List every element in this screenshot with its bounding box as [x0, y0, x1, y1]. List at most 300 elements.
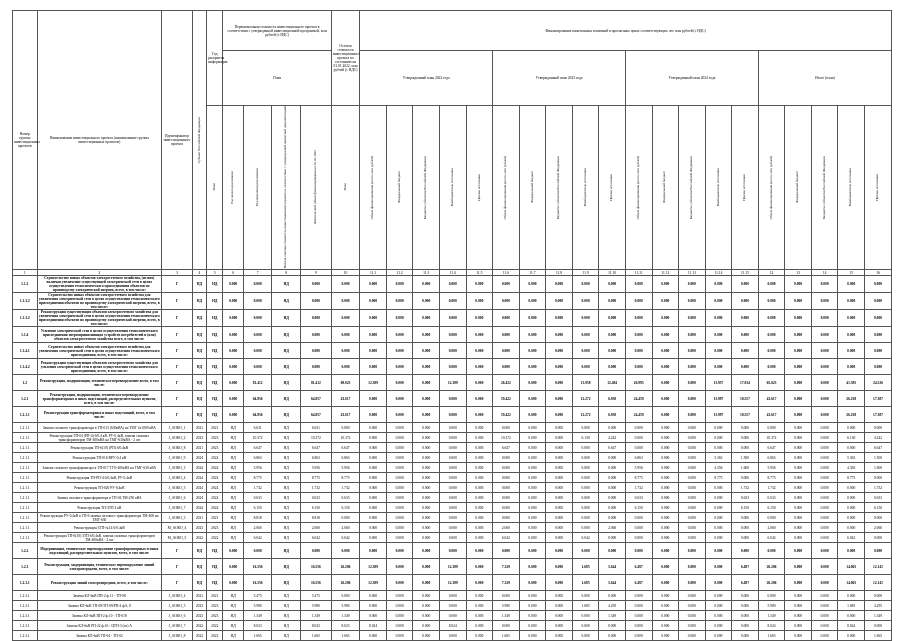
row-value: 0.000: [838, 523, 865, 533]
header-fin-sub: Внебюджетные источники: [705, 106, 732, 270]
row-value: 0.000: [785, 276, 812, 293]
row-value: 0.000: [705, 343, 732, 359]
table-row: [13, 391, 892, 407]
row-value: 5.980: [243, 601, 272, 611]
row-value: 0.000: [493, 327, 520, 343]
row-value: 1.349: [758, 611, 785, 621]
row-value: 0.000: [785, 463, 812, 473]
row-value: 0.000: [838, 513, 865, 523]
row-name: Реконструкция трансформаторных и иных подстанций, всего, в том числе:: [37, 407, 162, 423]
row-value: 0.000: [679, 276, 706, 293]
row-value: 5.980: [331, 601, 360, 611]
table-row: [13, 631, 892, 641]
row-value: 5.980: [758, 601, 785, 611]
table-row: [13, 523, 892, 533]
row-value: 0.000: [785, 601, 812, 611]
row-name: Реконструкция, модернизация, техническое перевооружение трансформаторных и иных подстанций, распределительных пунктов, всего, в том числе:: [37, 391, 162, 407]
row-value: 0.000: [413, 513, 440, 523]
row-value: 6.497: [625, 559, 652, 575]
row-value: НД: [223, 443, 243, 453]
row-value: 0.000: [785, 513, 812, 523]
row-code: 1.2.1.1: [13, 533, 38, 543]
row-value: 5.956: [301, 463, 332, 473]
row-value: 0.000: [360, 543, 387, 559]
header-remaining: Остаток стоимости инвестиционного проекта по состоянию на 01.01.2022, млн рублей (с НДС): [331, 11, 360, 106]
row-value: 0.000: [652, 591, 679, 601]
row-value: НД: [223, 463, 243, 473]
row-value: 0.000: [440, 493, 467, 503]
table-row: [13, 503, 892, 513]
header-plan: План: [223, 51, 331, 106]
row-value: 0.000: [386, 310, 413, 327]
row-value: НД: [272, 433, 301, 443]
row-value: 1.600: [865, 463, 892, 473]
investment-table: [12, 10, 892, 641]
row-value: НД: [272, 503, 301, 513]
row-value: 0.000: [466, 463, 493, 473]
row-value: 2024: [192, 473, 206, 483]
row-value: 0.000: [546, 443, 573, 453]
row-value: 0.000: [572, 327, 599, 343]
row-value: 5.475: [243, 591, 272, 601]
row-name: Усиление электрической сети в целях осуществления технологического присоединения энергопринимающих устройств потребителей и (или) объектов электросетевого хозяйства всего, в том числе:: [37, 327, 162, 343]
row-value: 0.000: [705, 591, 732, 601]
row-name: Реконструкция существующих объектов электросетевого хозяйства для увеличения электрической сети в целях осуществления технологического присоединения объектов по производству электрической энергии, всего, в том числе:: [38, 310, 160, 327]
header-fin-sub: Объем финансирования (всего, млн рублей): [493, 106, 520, 270]
row-value: 0.000: [440, 359, 467, 375]
row-value: 13.997: [705, 391, 732, 407]
row-name: Реконструкция ТП-04 (РП-4) 6/0,4 кВ, РУ-0,4кВ, замена силовых трансформаторов ТМ-400кВА на ТМГ-630кВА - 2 шт: [37, 433, 162, 443]
row-value: 0.000: [572, 359, 599, 375]
row-value: 5.363: [838, 453, 865, 463]
row-value: Г: [162, 343, 193, 359]
row-value: НД: [272, 407, 301, 423]
row-value: 0.000: [440, 407, 467, 423]
row-value: 6.647: [865, 443, 892, 453]
row-value: 0.000: [732, 513, 759, 523]
row-code: 1.2.3.1: [13, 621, 38, 631]
row-value: 0.000: [360, 493, 387, 503]
row-value: 0.000: [838, 443, 865, 453]
row-value: 0.000: [223, 359, 243, 375]
row-value: 0.000: [386, 375, 413, 391]
row-value: 5.363: [705, 453, 732, 463]
row-value: 0.000: [865, 591, 892, 601]
row-value: 6.042: [301, 533, 332, 543]
row-value: 8.024: [758, 621, 785, 631]
column-number: 8: [272, 270, 301, 276]
row-value: 0.000: [223, 407, 243, 423]
row-value: 2.060: [599, 523, 626, 533]
row-value: 8.775: [331, 473, 360, 483]
spreadsheet-page: [12, 10, 892, 641]
row-value: 2.060: [331, 523, 360, 533]
row-value: 0.000: [413, 575, 440, 591]
row-value: 0.000: [519, 407, 546, 423]
row-value: 0.000: [758, 276, 785, 293]
row-value: 0.000: [386, 463, 413, 473]
table-row: [13, 443, 892, 453]
row-value: 0.000: [811, 293, 838, 310]
row-value: 24.459: [625, 407, 652, 423]
row-value: 0.000: [599, 276, 626, 293]
row-value: 0.000: [493, 591, 520, 601]
row-value: 8.775: [705, 473, 732, 483]
row-value: 0.000: [546, 513, 573, 523]
row-value: 0.000: [838, 327, 865, 343]
row-value: 16.556: [301, 559, 332, 575]
row-value: 2024: [207, 473, 223, 483]
row-value: 0.000: [679, 391, 706, 407]
row-value: 0.000: [519, 621, 546, 631]
row-value: 0.000: [652, 276, 679, 293]
row-value: 0.000: [546, 621, 573, 631]
row-value: 0.000: [679, 423, 706, 433]
row-name: Строительство новых объектов электросетевого хозяйства, (из них) включая увеличение существующей электрической сети в целях осуществления технологического присоединения объектов по производству электрической энергии, всего, в том числе:: [37, 276, 162, 293]
row-value: 0.633: [758, 493, 785, 503]
column-number: 9: [301, 270, 332, 276]
row-value: 0.000: [865, 293, 892, 310]
row-value: 6.950: [599, 391, 626, 407]
row-value: 0.000: [440, 433, 467, 443]
row-value: 0.000: [519, 503, 546, 513]
row-value: 0.000: [413, 407, 440, 423]
header-fin-sub: Бюджеты субъектов Российской Федерации: [679, 106, 706, 270]
row-value: 8.024: [838, 621, 865, 631]
row-value: 0.000: [625, 433, 652, 443]
row-value: 0.000: [519, 343, 546, 359]
row-value: 64.856: [243, 391, 272, 407]
row-value: 0.000: [732, 601, 759, 611]
row-value: 0.000: [705, 631, 732, 641]
row-value: 2.060: [243, 523, 272, 533]
row-value: 0.000: [572, 453, 599, 463]
row-value: 43.617: [758, 391, 785, 407]
row-value: 8.023: [331, 621, 360, 631]
row-value: 0.000: [519, 513, 546, 523]
row-value: 0.000: [386, 483, 413, 493]
row-value: 1.732: [243, 483, 272, 493]
row-value: 6.647: [243, 443, 272, 453]
row-value: 5.956: [758, 463, 785, 473]
row-value: 26.206: [758, 559, 785, 575]
row-value: 0.000: [546, 391, 573, 407]
row-value: 0.000: [679, 523, 706, 533]
row-value: 0.000: [243, 276, 272, 293]
row-value: 0.000: [838, 276, 865, 293]
row-value: 6.647: [599, 443, 626, 453]
row-value: 81.412: [243, 375, 272, 391]
table-row: [13, 293, 892, 310]
row-value: 0.000: [865, 343, 892, 359]
row-value: 0.000: [519, 473, 546, 483]
row-value: 6.647: [301, 443, 332, 453]
row-value: 0.000: [679, 327, 706, 343]
row-value: 0.000: [732, 293, 759, 310]
row-value: 0.000: [811, 443, 838, 453]
row-value: Г: [162, 276, 193, 293]
column-number: 12: [758, 270, 785, 276]
row-value: 0.000: [785, 310, 812, 327]
row-value: 4.356: [838, 463, 865, 473]
row-value: 0.000: [440, 533, 467, 543]
row-value: 0.000: [493, 503, 520, 513]
row-value: 0.000: [785, 359, 812, 375]
row-value: 0.000: [360, 473, 387, 483]
row-value: 2023: [192, 611, 206, 621]
row-value: 69.023: [331, 375, 360, 391]
row-value: 0.000: [493, 483, 520, 493]
row-value: 0.000: [705, 310, 732, 327]
row-value: 0.000: [413, 559, 440, 575]
header-plan-sub-1: Год начала реализации: [223, 106, 243, 270]
row-value: 0.000: [865, 621, 892, 631]
header-row-number: Номер группы инвестиционных проектов: [13, 11, 38, 270]
row-value: 6.497: [732, 559, 759, 575]
row-name: Реконструкция, модернизация, техническое перевооружение всего, в том числе:: [37, 375, 162, 391]
row-value: 8.023: [243, 621, 272, 631]
row-value: 6.647: [758, 443, 785, 453]
row-value: 0.000: [811, 483, 838, 493]
row-value: 0.000: [386, 503, 413, 513]
row-value: 0.000: [360, 453, 387, 463]
row-name: Реконструкция ТП-РП-4 6/0,4кВ, РУ-0,4кВ: [37, 473, 162, 483]
header-fin-sub: Федеральный бюджет: [519, 106, 546, 270]
row-value: 2.060: [758, 523, 785, 533]
row-value: J_AОКО_8: [162, 443, 193, 453]
row-value: 0.000: [652, 343, 679, 359]
row-value: 0.000: [679, 591, 706, 601]
row-value: 0.633: [865, 493, 892, 503]
row-value: 0.000: [546, 343, 573, 359]
row-value: 64.857: [301, 407, 332, 423]
row-value: 0.000: [811, 591, 838, 601]
row-value: НД: [192, 276, 206, 293]
row-value: 0.000: [546, 473, 573, 483]
row-value: J_AОКО_4: [162, 591, 193, 601]
row-value: 4.295: [599, 601, 626, 611]
table-row: [13, 533, 892, 543]
row-value: 0.000: [599, 310, 626, 327]
row-value: 0.000: [519, 611, 546, 621]
row-code: 1.2.1.1: [13, 423, 38, 433]
row-value: 16.556: [243, 575, 272, 591]
row-value: 0.000: [838, 631, 865, 641]
row-value: 0.000: [519, 533, 546, 543]
row-value: 0.000: [679, 575, 706, 591]
row-value: 0.000: [572, 423, 599, 433]
row-value: НД: [223, 483, 243, 493]
row-value: 0.000: [625, 523, 652, 533]
row-value: 0.000: [705, 359, 732, 375]
row-value: 17.387: [865, 407, 892, 423]
row-value: 0.000: [679, 513, 706, 523]
row-code: 1.2.1.1: [13, 453, 38, 463]
row-value: 0.000: [331, 310, 360, 327]
row-value: 0.000: [243, 310, 272, 327]
row-value: 1.349: [243, 611, 272, 621]
row-value: 0.000: [546, 276, 573, 293]
row-value: 5.644: [599, 559, 626, 575]
row-value: 0.000: [493, 423, 520, 433]
row-value: 12.272: [572, 391, 599, 407]
row-value: НД: [207, 276, 223, 293]
row-value: 0.000: [732, 327, 759, 343]
row-value: 0.633: [243, 493, 272, 503]
row-value: Г: [162, 293, 193, 310]
row-value: 0.000: [546, 543, 573, 559]
header-year1: Утвержденный план 2022 года: [360, 51, 493, 106]
row-value: 0.000: [413, 483, 440, 493]
row-value: 0.000: [360, 276, 387, 293]
row-value: 0.000: [652, 523, 679, 533]
row-code: 1.2.1.1: [13, 493, 38, 503]
row-value: Г: [162, 575, 193, 591]
row-value: 0.000: [705, 575, 732, 591]
row-value: 0.000: [679, 463, 706, 473]
row-value: 0.000: [413, 391, 440, 407]
row-value: 1.665: [331, 631, 360, 641]
row-value: 0.000: [440, 503, 467, 513]
row-value: 0.000: [758, 423, 785, 433]
row-value: НД: [223, 513, 243, 523]
row-value: 0.000: [625, 601, 652, 611]
row-value: 0.000: [386, 433, 413, 443]
row-value: 0.000: [546, 575, 573, 591]
row-value: 0.000: [519, 375, 546, 391]
row-value: 0.000: [572, 591, 599, 601]
row-value: 2023: [207, 611, 223, 621]
row-value: 0.000: [466, 523, 493, 533]
row-value: 8.818: [301, 513, 332, 523]
row-value: 0.000: [732, 343, 759, 359]
row-value: 0.000: [865, 359, 892, 375]
row-value: 0.000: [360, 513, 387, 523]
row-code: 1.1.3.2: [13, 293, 38, 310]
row-value: 6.863: [625, 453, 652, 463]
column-number: 11.13: [679, 270, 706, 276]
row-value: 0.000: [413, 601, 440, 611]
row-value: 0.000: [223, 575, 243, 591]
row-value: 6.497: [732, 575, 759, 591]
row-value: 0.000: [705, 611, 732, 621]
row-value: 0.000: [519, 423, 546, 433]
row-value: НД: [272, 559, 301, 575]
row-value: 4.242: [599, 433, 626, 443]
row-value: 0.000: [360, 483, 387, 493]
row-value: НД: [207, 407, 223, 423]
row-value: J_AОКО_7: [162, 503, 193, 513]
row-value: 16.556: [301, 575, 332, 591]
row-value: 0.000: [546, 433, 573, 443]
row-value: 8.775: [758, 473, 785, 483]
row-code: 1.2.1: [13, 391, 38, 407]
row-value: НД: [207, 543, 223, 559]
row-value: 0.000: [386, 611, 413, 621]
row-value: 0.000: [811, 343, 838, 359]
row-value: 0.000: [360, 611, 387, 621]
row-code: 1.2.3.1: [13, 591, 38, 601]
row-code: 1.2.1.1: [13, 523, 38, 533]
row-value: 0.000: [625, 327, 652, 343]
row-value: 0.000: [440, 463, 467, 473]
row-value: 0.000: [599, 513, 626, 523]
row-value: 0.000: [838, 343, 865, 359]
row-value: 0.000: [331, 327, 360, 343]
row-value: 0.000: [519, 433, 546, 443]
row-code: 1.1.4.1: [13, 343, 38, 359]
row-value: 0.000: [413, 293, 440, 310]
row-value: 0.000: [599, 533, 626, 543]
row-value: 2024: [207, 463, 223, 473]
row-value: НД: [207, 391, 223, 407]
row-value: 0.000: [386, 631, 413, 641]
row-value: 0.000: [652, 391, 679, 407]
header-plan-col: План: [207, 106, 223, 270]
row-value: 0.000: [466, 375, 493, 391]
header-plan-sub-4: Фактический объем финансирования на 01.01.2022: [301, 106, 332, 270]
column-number: 11.12: [652, 270, 679, 276]
row-value: 0.000: [493, 453, 520, 463]
row-value: 0.000: [466, 559, 493, 575]
row-value: 0.000: [679, 293, 706, 310]
row-value: 0.000: [652, 621, 679, 631]
row-value: 2022: [192, 631, 206, 641]
row-value: 0.000: [360, 631, 387, 641]
row-value: НД: [192, 407, 206, 423]
row-value: 0.000: [652, 601, 679, 611]
column-number: 6: [223, 270, 243, 276]
row-value: 12.272: [572, 407, 599, 423]
row-value: 2024: [192, 493, 206, 503]
column-number: 11.14: [705, 270, 732, 276]
row-value: Г: [162, 391, 193, 407]
row-value: 0.000: [440, 453, 467, 463]
row-value: НД: [272, 443, 301, 453]
row-value: 0.000: [572, 621, 599, 631]
column-number: 11.15: [732, 270, 759, 276]
row-value: 0.000: [519, 359, 546, 375]
row-value: 0.000: [360, 327, 387, 343]
row-value: 0.000: [386, 601, 413, 611]
row-value: 0.000: [466, 601, 493, 611]
row-value: НД: [272, 310, 301, 327]
row-value: 0.000: [679, 493, 706, 503]
column-number: 11.5: [466, 270, 493, 276]
row-value: 0.000: [785, 543, 812, 559]
row-value: 26.206: [331, 559, 360, 575]
row-value: 0.000: [546, 559, 573, 575]
row-value: J_AОКО_3: [162, 513, 193, 523]
row-name: Замена КЛ-6кВ РП-22 ф.16 - ЦТП-3 (тп) А: [37, 621, 162, 631]
row-value: 5.956: [625, 463, 652, 473]
row-value: 0.000: [413, 327, 440, 343]
row-code: 1.2.1.1: [13, 513, 38, 523]
row-value: 1.732: [331, 483, 360, 493]
row-value: 0.000: [572, 443, 599, 453]
row-value: 26.206: [758, 575, 785, 591]
row-value: 0.000: [785, 575, 812, 591]
column-number: 11.4: [440, 270, 467, 276]
row-value: 0.000: [331, 543, 360, 559]
row-value: НД: [207, 559, 223, 575]
row-value: 6.150: [732, 503, 759, 513]
row-value: 12.494: [599, 375, 626, 391]
row-value: 0.000: [466, 513, 493, 523]
row-value: 0.000: [679, 359, 706, 375]
row-value: 0.000: [360, 443, 387, 453]
header-year2: Утвержденный план 2023 года: [493, 51, 626, 106]
